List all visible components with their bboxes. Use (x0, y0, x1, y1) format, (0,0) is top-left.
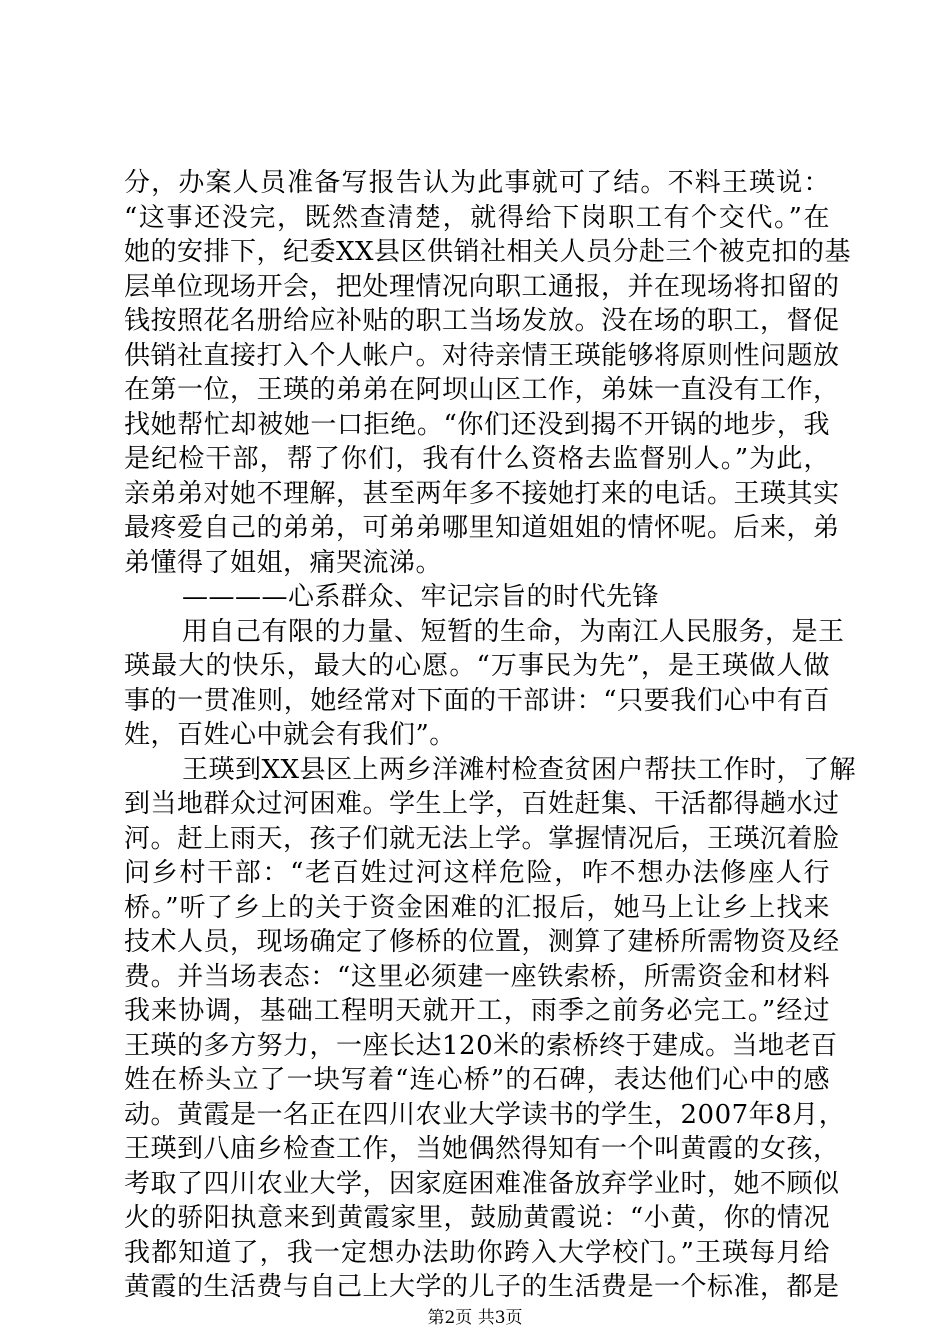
section-heading: ————心系群众、牢记宗旨的时代先锋 (182, 582, 660, 612)
text-line: 考取了四川农业大学，因家庭困难准备放弃学业时，她不顾似 (124, 1168, 840, 1199)
text-line: 找她帮忙却被她一口拒绝。“你们还没到揭不开锅的地步，我 (124, 409, 830, 440)
text-line: 我来协调，基础工程明天就开工，雨季之前务必完工。”经过 (124, 996, 830, 1026)
text-line: 钱按照花名册给应补贴的职工当场发放。没在场的职工，督促 (124, 306, 840, 336)
text-line: 弟懂得了姐姐，痛哭流涕。 (124, 547, 443, 578)
text-line: 分，办案人员准备写报告认为此事就可了结。不料王瑛说： (124, 168, 830, 198)
page-number-footer: 第2页 共3页 (427, 1308, 523, 1328)
body-text (124, 166, 857, 1305)
text-line: 王瑛到XX县区上两乡洋滩村检查贫困户帮扶工作时，了解 (182, 754, 857, 785)
text-line: 是纪检干部，帮了你们，我有什么资格去监督别人。”为此， (124, 444, 830, 474)
text-line: 到当地群众过河困难。学生上学，百姓赶集、干活都得趟水过 (124, 789, 840, 819)
text-line: 河。赶上雨天，孩子们就无法上学。掌握情况后，王瑛沉着脸 (124, 823, 840, 854)
text-line: 姓，百姓心中就会有我们”。 (124, 720, 456, 750)
text-line: 问乡村干部：“老百姓过河这样危险，咋不想办法修座人行 (124, 858, 830, 888)
text-line: 桥。”听了乡上的关于资金困难的汇报后，她马上让乡上找来 (124, 892, 830, 923)
text-line: 费。并当场表态：“这里必须建一座铁索桥，所需资金和材料 (124, 961, 830, 992)
text-line: 我都知道了，我一定想办法助你跨入大学校门。”王瑛每月给 (124, 1237, 830, 1268)
text-line: 动。黄霞是一名正在四川农业大学读书的学生，2007年8月， (124, 1099, 846, 1130)
text-line: 火的骄阳执意来到黄霞家里，鼓励黄霞说：“小黄，你的情况 (124, 1203, 830, 1233)
text-line: 技术人员，现场确定了修桥的位置，测算了建桥所需物资及经 (124, 927, 840, 957)
text-line: 瑛最大的快乐，最大的心愿。“万事民为先”，是王瑛做人做 (124, 651, 830, 681)
text-line: 黄霞的生活费与自己上大学的儿子的生活费是一个标准，都是 (124, 1272, 840, 1302)
text-line: 王瑛到八庙乡检查工作，当她偶然得知有一个叫黄霞的女孩， (124, 1134, 840, 1164)
text-line: 事的一贯准则，她经常对下面的干部讲：“只要我们心中有百 (124, 685, 830, 716)
text-line: 亲弟弟对她不理解，甚至两年多不接她打来的电话。王瑛其实 (124, 478, 840, 509)
text-line: 用自己有限的力量、短暂的生命，为南江人民服务，是王 (182, 616, 845, 647)
text-line: 层单位现场开会，把处理情况向职工通报，并在现场将扣留的 (124, 271, 840, 302)
text-line: 供销社直接打入个人帐户。对待亲情王瑛能够将原则性问题放 (124, 340, 840, 371)
text-line: 她的安排下，纪委XX县区供销社相关人员分赴三个被克扣的基 (124, 237, 852, 267)
text-line: 在第一位，王瑛的弟弟在阿坝山区工作，弟妹一直没有工作， (124, 375, 840, 405)
text-line: 姓在桥头立了一块写着“连心桥”的石碑，表达他们心中的感 (124, 1065, 830, 1095)
text-line: “这事还没完，既然查清楚，就得给下岗职工有个交代。”在 (124, 202, 830, 233)
text-line: 最疼爱自己的弟弟，可弟弟哪里知道姐姐的情怀呢。后来，弟 (124, 513, 840, 543)
text-line: 王瑛的多方努力，一座长达120米的索桥终于建成。当地老百 (124, 1030, 838, 1061)
